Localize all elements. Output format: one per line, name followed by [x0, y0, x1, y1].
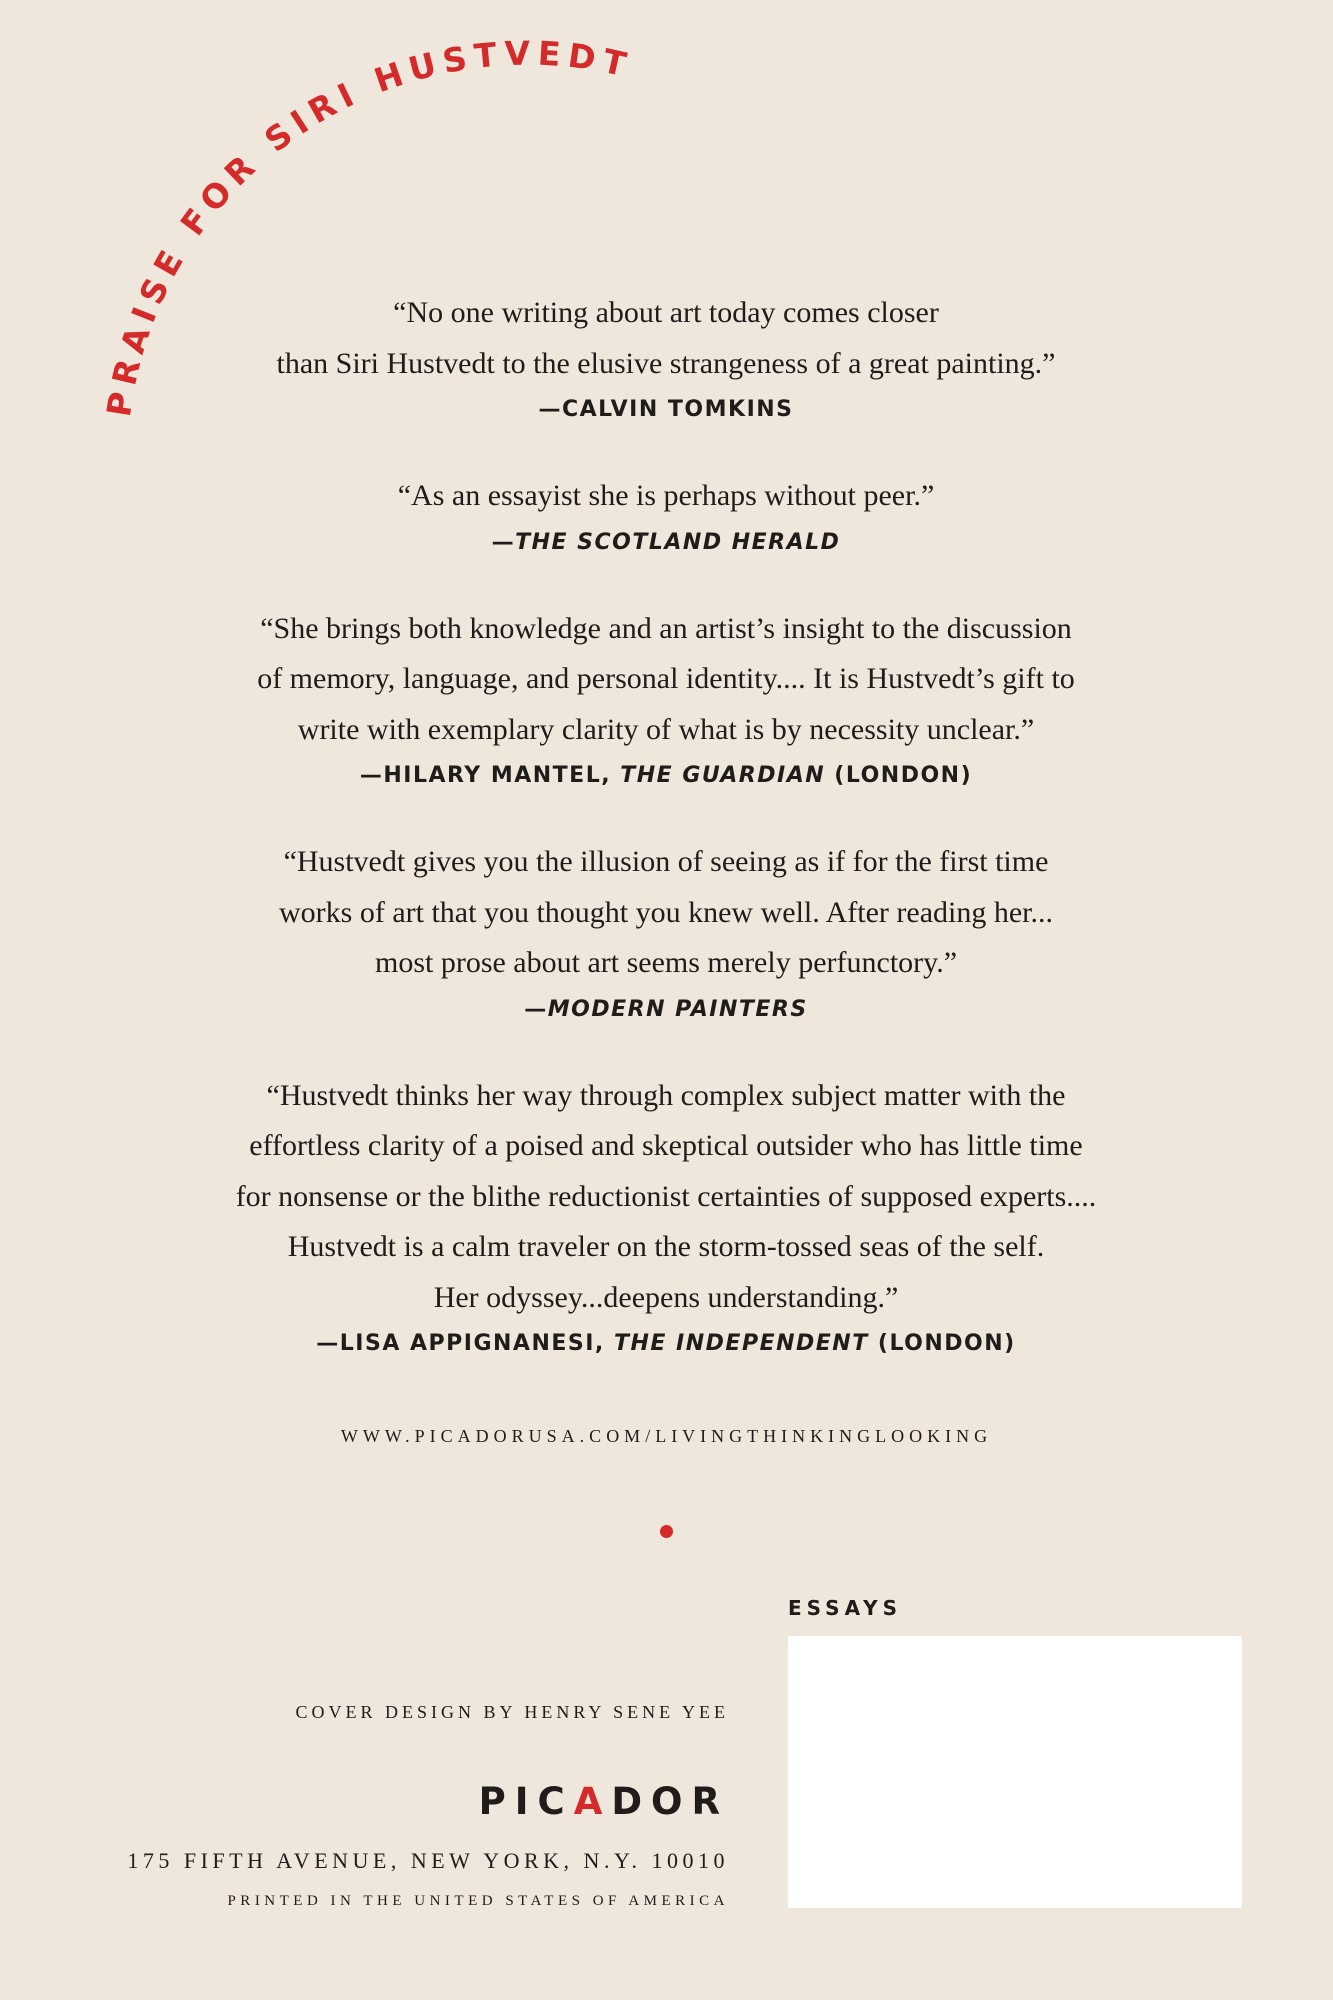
quote-attribution [130, 1327, 1202, 1361]
attribution-publication: THE SCOTLAND HERALD [515, 529, 841, 555]
attribution-dash: — [359, 763, 384, 788]
quote-tomkins [130, 288, 1202, 427]
attribution-name: HILARY MANTEL, [383, 763, 621, 788]
quote-attribution [130, 393, 1202, 427]
quote-line: write with exemplary clarity of what is by necessity unclear.” [297, 712, 1035, 746]
quote-line: “Hustvedt gives you the illusion of seeing as if for the first time [283, 845, 1049, 878]
publisher-logo [479, 1780, 729, 1823]
quote-line: of memory, language, and personal identity.... It is Hustvedt’s gift to [257, 662, 1075, 695]
publisher-address: 175 FIFTH AVENUE, NEW YORK, N.Y. 10010 [127, 1848, 729, 1873]
attribution-publication: THE INDEPENDENT [613, 1331, 869, 1356]
quote-line: “Hustvedt thinks her way through complex subject matter with the [266, 1078, 1066, 1112]
praise-heading-path: PRAISE FOR SIRI HUSTVEDT [99, 33, 637, 420]
attribution-location: (LONDON) [825, 763, 973, 788]
quote-mantel [130, 604, 1202, 794]
logo-part: PIC [478, 1780, 574, 1823]
quote-line: “No one writing about art today comes closer [393, 296, 939, 329]
quote-line: Hustvedt is a calm traveler on the storm-tossed seas of the self. [287, 1230, 1045, 1263]
quote-line: works of art that you thought you knew well. After reading her... [279, 895, 1053, 929]
quote-scotland-herald [130, 471, 1202, 560]
quote-attribution [130, 759, 1202, 793]
quote-line: effortless clarity of a poised and skeptical outsider who has little time [249, 1129, 1083, 1162]
attribution-dash: — [538, 397, 562, 422]
quote-line: “As an essayist she is perhaps without peer.” [397, 479, 935, 512]
quote-appignanesi [130, 1071, 1202, 1362]
quote-text [130, 288, 1202, 389]
attribution-dash: — [491, 529, 516, 555]
quote-text [130, 604, 1202, 756]
red-dot-ornament [660, 1525, 673, 1538]
quote-text [130, 837, 1202, 989]
quote-line: for nonsense or the blithe reductionist certainties of supposed experts.... [235, 1179, 1097, 1213]
attribution-publication: MODERN PAINTERS [547, 996, 808, 1022]
logo-accent-letter: A [573, 1780, 612, 1823]
attribution-name: LISA APPIGNANESI, [339, 1331, 614, 1356]
quote-modern-painters [130, 837, 1202, 1027]
quote-text [130, 1071, 1202, 1324]
attribution-location: (LONDON) [868, 1331, 1016, 1356]
cover-design-credit: COVER DESIGN BY HENRY SENE YEE [295, 1702, 729, 1722]
printed-in: PRINTED IN THE UNITED STATES OF AMERICA [227, 1893, 729, 1909]
website-url: WWW.PICADORUSA.COM/LIVINGTHINKINGLOOKING [340, 1426, 993, 1446]
quote-attribution [130, 526, 1202, 560]
attribution-dash: — [524, 996, 548, 1022]
quote-line: “She brings both knowledge and an artist’s insight to the discussion [260, 611, 1072, 645]
quote-attribution [130, 993, 1202, 1027]
barcode-box [788, 1636, 1242, 1908]
quote-line: Her odyssey...deepens understanding.” [433, 1280, 899, 1314]
attribution-publication: THE GUARDIAN [620, 763, 826, 788]
quote-line: most prose about art seems merely perfunctory.” [374, 946, 958, 979]
attribution-dash: — [316, 1331, 340, 1356]
quote-text [130, 471, 1202, 522]
logo-part: DOR [611, 1780, 729, 1823]
quotes-list [130, 288, 1202, 1405]
quote-line: than Siri Hustvedt to the elusive strangeness of a great painting.” [276, 346, 1056, 380]
genre-label: ESSAYS [788, 1596, 903, 1620]
attribution-name: CALVIN TOMKINS [561, 397, 794, 422]
